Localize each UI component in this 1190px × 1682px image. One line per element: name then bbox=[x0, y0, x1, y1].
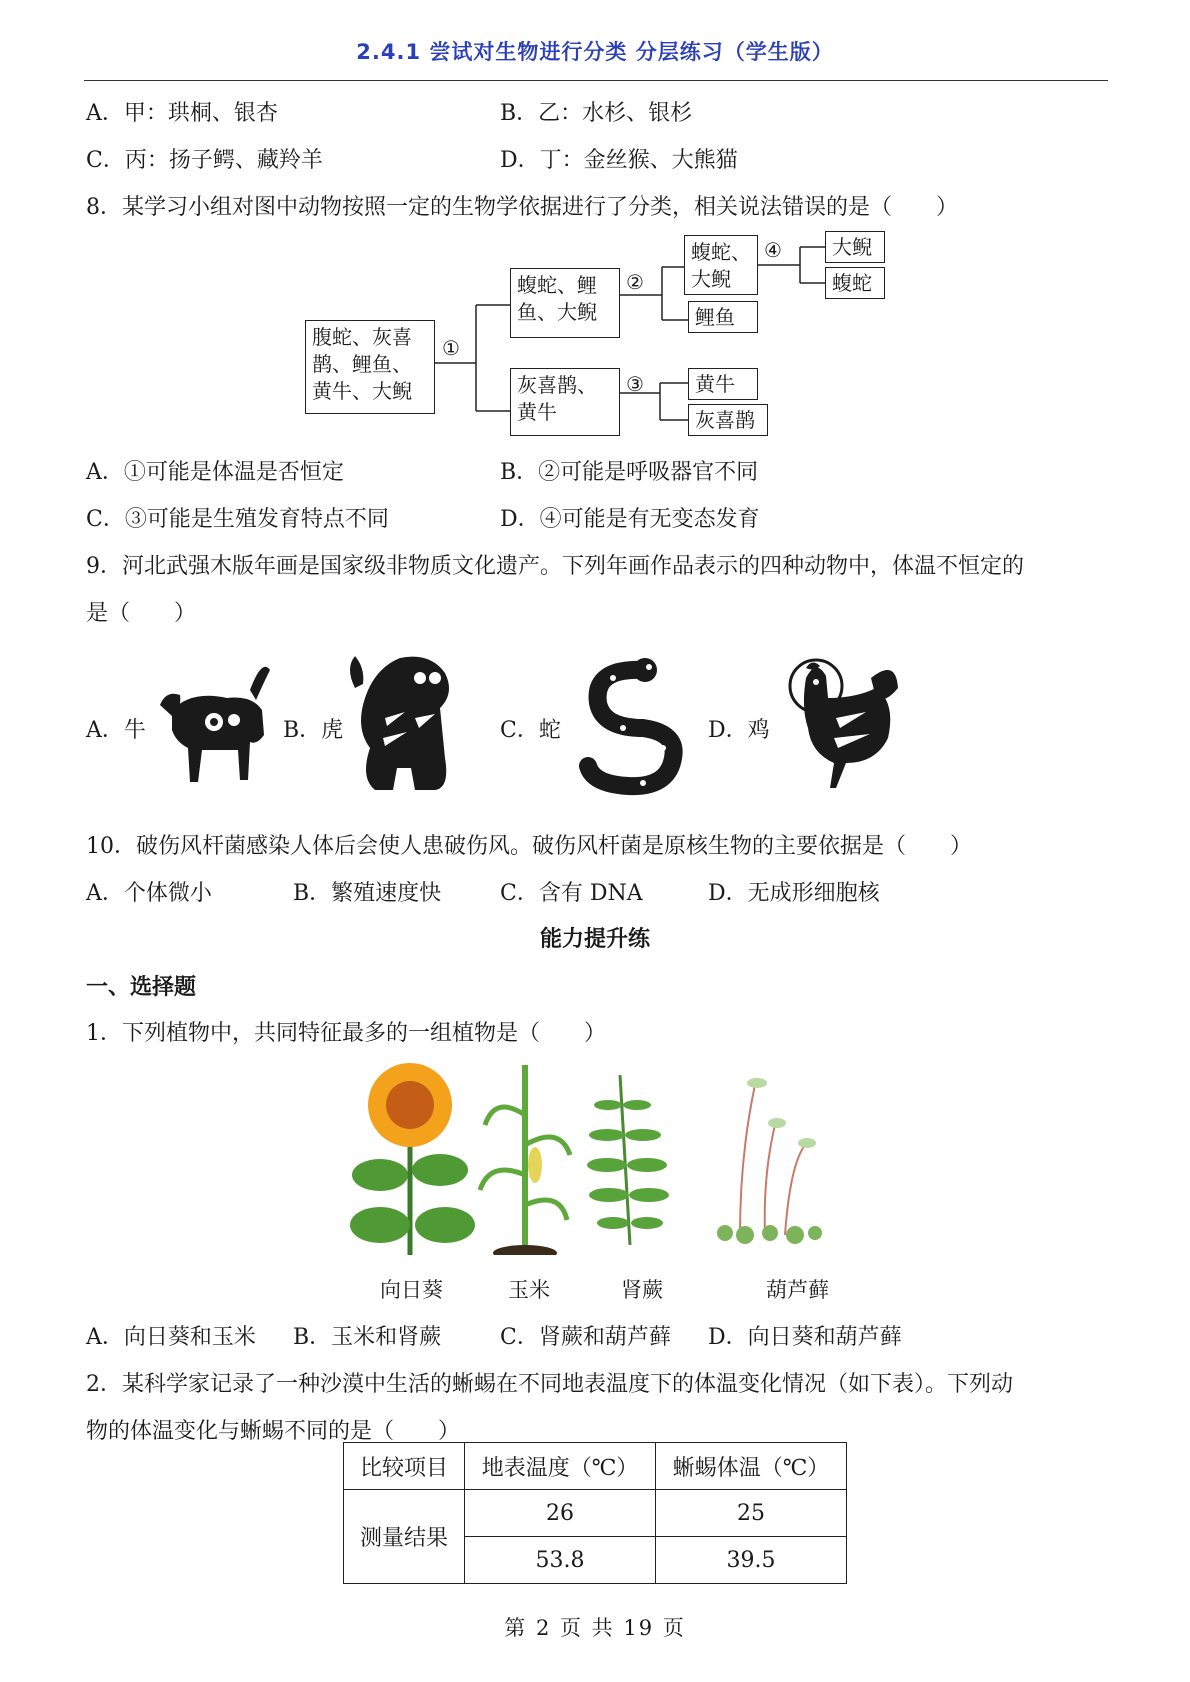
table-header-cell: 地表温度（℃） bbox=[465, 1443, 656, 1490]
table-header-cell: 蜥蜴体温（℃） bbox=[656, 1443, 847, 1490]
q10-option-a: A．个体微小 bbox=[86, 881, 212, 906]
q8-option-d: D．④可能是有无变态发育 bbox=[500, 507, 760, 532]
q10-stem: 10．破伤风杆菌感染人体后会使人患破伤风。破伤风杆菌是原核生物的主要依据是（ ） bbox=[86, 834, 972, 859]
table-header-cell: 比较项目 bbox=[344, 1443, 465, 1490]
plant-label-corn: 玉米 bbox=[508, 1278, 550, 1302]
lizard-temperature-table bbox=[343, 1442, 847, 1584]
q10-option-d: D．无成形细胞核 bbox=[708, 881, 880, 906]
q9-option-b: B．虎 bbox=[283, 718, 344, 743]
tiger-woodcut-image bbox=[345, 648, 475, 798]
q7-option-d: D．丁：金丝猴、大熊猫 bbox=[500, 148, 738, 173]
p1-stem: 1．下列植物中，共同特征最多的一组植物是（ ） bbox=[86, 1021, 606, 1046]
table-cell: 26 bbox=[465, 1490, 656, 1537]
rooster-woodcut-image bbox=[776, 648, 901, 798]
plant-label-fern: 肾蕨 bbox=[621, 1278, 663, 1302]
plant-label-sunflower: 向日葵 bbox=[380, 1278, 443, 1302]
p2-stem-line2: 物的体温变化与蜥蜴不同的是（ ） bbox=[86, 1419, 461, 1444]
p2-stem-line1: 2．某科学家记录了一种沙漠中生活的蜥蜴在不同地表温度下的体温变化情况（如下表）。下列动 bbox=[86, 1372, 1014, 1397]
tree-node-magpie: 灰喜鹊 bbox=[688, 404, 768, 436]
tree-mark-3: ③ bbox=[626, 372, 644, 396]
tree-node-snake: 蝮蛇 bbox=[825, 267, 885, 299]
tree-mark-2: ② bbox=[626, 270, 644, 294]
q10-option-b: B．繁殖速度快 bbox=[293, 881, 442, 906]
q9-option-d: D．鸡 bbox=[708, 718, 770, 743]
q9-option-c: C．蛇 bbox=[500, 718, 561, 743]
tree-node-root: 腹蛇、灰喜鹊、鲤鱼、黄牛、大鲵 bbox=[305, 320, 435, 414]
table-header-row bbox=[344, 1443, 847, 1490]
sunflower-image bbox=[350, 1063, 475, 1255]
section-title: 能力提升练 bbox=[539, 927, 650, 952]
q9-stem-line2: 是（ ） bbox=[86, 601, 197, 626]
moss-image bbox=[717, 1078, 822, 1244]
table-cell: 25 bbox=[656, 1490, 847, 1537]
section-heading: 一、选择题 bbox=[86, 975, 197, 1000]
tree-node-magpie-cattle: 灰喜鹊、黄牛 bbox=[510, 368, 620, 436]
snake-woodcut-image bbox=[573, 648, 693, 798]
q7-option-c: C．丙：扬子鳄、藏羚羊 bbox=[86, 148, 323, 173]
q7-option-b: B．乙：水杉、银杉 bbox=[500, 101, 693, 126]
table-row bbox=[344, 1490, 847, 1537]
q7-option-a: A．甲：珙桐、银杏 bbox=[86, 101, 278, 126]
page-header-title: 2.4.1 尝试对生物进行分类 分层练习（学生版） bbox=[356, 40, 834, 64]
q8-option-a: A．①可能是体温是否恒定 bbox=[86, 460, 344, 485]
tree-node-cattle: 黄牛 bbox=[688, 368, 758, 400]
p1-option-d: D．向日葵和葫芦藓 bbox=[708, 1325, 902, 1350]
table-cell: 39.5 bbox=[656, 1537, 847, 1584]
table-row-label: 测量结果 bbox=[344, 1490, 465, 1584]
tree-node-salamander: 大鲵 bbox=[825, 231, 885, 263]
corn-image bbox=[480, 1065, 570, 1255]
q9-stem-line1: 9．河北武强木版年画是国家级非物质文化遗产。下列年画作品表示的四种动物中，体温不恒定的 bbox=[86, 554, 1025, 579]
p1-option-b: B．玉米和肾蕨 bbox=[293, 1325, 442, 1350]
fern-image bbox=[587, 1075, 669, 1245]
q10-option-c: C．含有 DNA bbox=[500, 881, 643, 906]
page-footer: 第 2 页 共 19 页 bbox=[504, 1616, 686, 1640]
plant-label-moss: 葫芦藓 bbox=[766, 1278, 829, 1302]
ox-woodcut-image bbox=[152, 650, 272, 800]
q9-option-a: A．牛 bbox=[86, 718, 146, 743]
plants-illustration bbox=[345, 1055, 865, 1255]
tree-node-snake-salamander: 蝮蛇、大鲵 bbox=[684, 235, 758, 295]
tree-mark-4: ④ bbox=[764, 238, 782, 262]
p1-option-a: A．向日葵和玉米 bbox=[86, 1325, 256, 1350]
q8-option-c: C．③可能是生殖发育特点不同 bbox=[86, 507, 389, 532]
table-cell: 53.8 bbox=[465, 1537, 656, 1584]
p1-option-c: C．肾蕨和葫芦藓 bbox=[500, 1325, 671, 1350]
header-divider bbox=[84, 80, 1108, 81]
tree-mark-1: ① bbox=[442, 336, 460, 360]
tree-node-carp: 鲤鱼 bbox=[688, 301, 758, 333]
tree-node-snake-carp-salamander: 蝮蛇、鲤鱼、大鲵 bbox=[510, 268, 620, 338]
q8-stem: 8．某学习小组对图中动物按照一定的生物学依据进行了分类，相关说法错误的是（ ） bbox=[86, 195, 959, 220]
q8-option-b: B．②可能是呼吸器官不同 bbox=[500, 460, 759, 485]
